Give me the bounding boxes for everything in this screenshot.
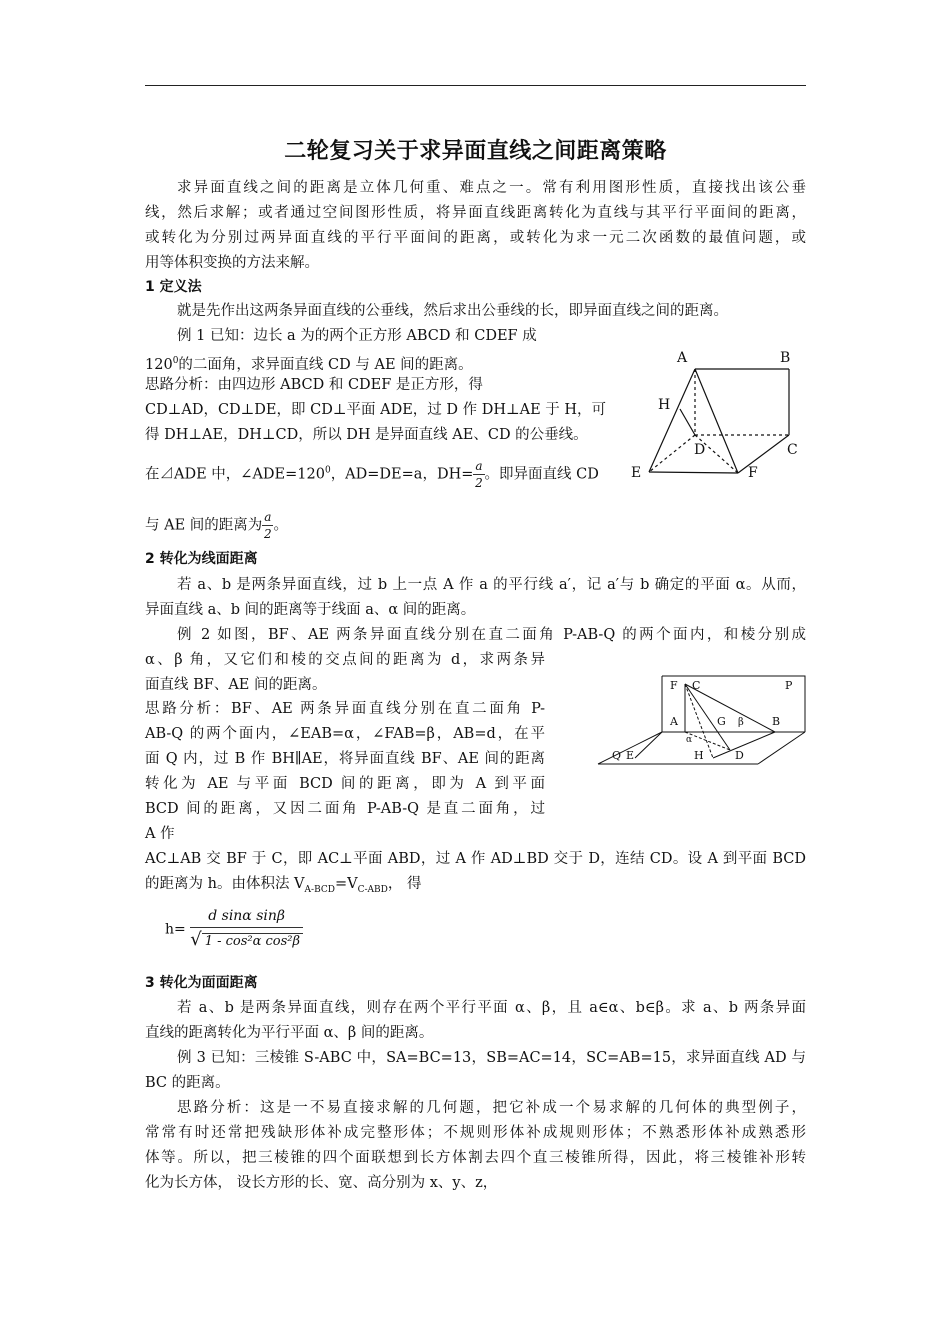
fig2-label-beta: β [738, 717, 744, 728]
fig1-label-H: H [658, 397, 671, 413]
fig2-label-D: D [735, 749, 744, 762]
s2-analysis-5: BCD 间的距离，又因二面角 P-AB-Q 是直二面角，过 [145, 801, 545, 817]
distance-formula: h= $\frac{\text{d sinα sinβ}}{\text{√ 1 - cos²α cos²β}}$ [165, 905, 303, 954]
s3-analysis-1: 思路分析：这是一不易直接求解的几何题，把它补成一个易求解的几何体的典型例子， [177, 1100, 806, 1116]
fig1-label-E: E [631, 465, 642, 481]
s3-analysis-2: 常常有时还常把残缺形体补成完整形体；不规则形体补成规则形体；不熟悉形体补成熟悉形 [145, 1125, 806, 1141]
s1-analysis-3: 得 DH⊥AE，DH⊥CD，所以 DH 是异面直线 AE、CD 的公垂线。 [145, 427, 588, 443]
s2-paragraph-2: 异面直线 a、b 间的距离等于线面 a、α 间的距离。 [145, 602, 476, 618]
intro-line-2: 线，然后求解；或者通过空间图形性质，将异面直线距离转化为直线与其平行平面间的距离， [145, 205, 806, 221]
section-2-heading: 2 转化为线面距离 [145, 551, 258, 567]
fig2-label-P: P [785, 679, 793, 692]
fig2-label-A: A [670, 715, 678, 728]
section-3-heading: 3 转化为面面距离 [145, 975, 258, 991]
example-2-line-2: α、β 角，又它们和棱的交点间的距离为 d，求两条异 [145, 652, 545, 668]
fig2-label-E: E [626, 749, 635, 762]
fig2-label-B: B [772, 715, 781, 728]
s1-analysis-5: 与 AE 间的距离为 $\frac{a}{2}$ 。 [145, 510, 288, 541]
s2-analysis-1: 思路分析：BF、AE 两条异面直线分别在直二面角 P- [145, 701, 545, 717]
example-1-line-1: 例 1 已知：边长 a 为的两个正方形 ABCD 和 CDEF 成 [177, 328, 537, 344]
example-2-line-3: 面直线 BF、AE 间的距离。 [145, 677, 327, 693]
fig2-label-Q: Q [612, 749, 622, 762]
s3-paragraph-2: 直线的距离转化为平行平面 α、β 间的距离。 [145, 1025, 434, 1041]
s2-analysis-8: 的距离为 h。由体积法 $V_{A-BCD}=V_{C-ABD}$， 得 [145, 876, 422, 895]
s2-analysis-2: AB-Q 的两个面内，∠EAB=α，∠FAB=β，AB=d，在平 [145, 726, 545, 742]
fig2-label-H: H [694, 749, 704, 762]
s3-analysis-4: 化为长方体， 设长方形的长、宽、高分别为 x、y、z， [145, 1175, 498, 1191]
fig1-label-F: F [748, 465, 758, 481]
fig2-label-G: G [717, 715, 726, 728]
fig1-label-A: A [677, 350, 688, 366]
s1-paragraph: 就是先作出这两条异面直线的公垂线，然后求出公垂线的长，即异面直线之间的距离。 [177, 303, 728, 319]
s2-analysis-4: 转化为 AE 与平面 BCD 间的距离，即为 A 到平面 [145, 776, 545, 792]
s3-analysis-3: 体等。所以，把三棱锥的四个面联想到长方体割去四个直三棱锥所得，因此，将三棱锥补形转 [145, 1150, 806, 1166]
intro-line-1: 求异面直线之间的距离是立体几何重、难点之一。常有利用图形性质，直接找出该公垂 [177, 180, 806, 196]
fig2-label-F: F [670, 679, 678, 692]
fig1-label-C: C [787, 442, 798, 458]
example-2-line-1: 例 2 如图，BF、AE 两条异面直线分别在直二面角 P-AB-Q 的两个面内，和棱分别成 [177, 627, 806, 643]
formula-numerator: d sinα sinβ [190, 905, 303, 928]
s2-paragraph-1: 若 a、b 是两条异面直线，过 b 上一点 A 作 a 的平行线 a′，记 a′与 b 确定的平面 α。从而， [177, 577, 806, 593]
s1-analysis-2: CD⊥AD，CD⊥DE，即 CD⊥平面 ADE，过 D 作 DH⊥AE 于 H，可 [145, 402, 607, 418]
fig1-label-D: D [694, 442, 706, 458]
s1-analysis-4: 在⊿ADE 中，$\angle ADE=120^0$，AD=DE=a，DH= $\frac{a}{2}$ 。即异面直线 CD [145, 459, 599, 490]
s1-analysis-1: 思路分析：由四边形 ABCD 和 CDEF 是正方形，得 [145, 377, 483, 393]
intro-line-3: 或转化为分别过两异面直线的平行平面间的距离，或转化为求一元二次函数的最值问题，或 [145, 230, 806, 246]
intro-line-4: 用等体积变换的方法来解。 [145, 255, 319, 271]
s2-analysis-6: A 作 [145, 826, 175, 842]
fig2-label-alpha: α [686, 735, 693, 745]
header-rule [145, 85, 806, 86]
s2-analysis-7: AC⊥AB 交 BF 于 C，即 AC⊥平面 ABD，过 A 作 AD⊥BD 交于 D，连结 CD。设 A 到平面 BCD [145, 851, 806, 867]
example-3-line-2: BC 的距离。 [145, 1075, 230, 1091]
s3-paragraph-1: 若 a、b 是两条异面直线，则存在两个平行平面 α、β，且 a∈α、b∈β。求 a、b 两条异面 [177, 1000, 806, 1016]
formula-denominator: 1 - cos²α cos²β [202, 933, 303, 949]
s2-analysis-3: 面 Q 内，过 B 作 BH∥AE，将异面直线 BF、AE 间的距离 [145, 751, 545, 767]
fraction-a-over-2-result: $\frac{a}{2}$ [264, 510, 272, 541]
figure-2-dihedral-angle [590, 670, 815, 770]
fraction-a-over-2: $\frac{a}{2}$ [475, 459, 483, 490]
example-1-line-2: $120^0$的二面角，求异面直线 CD 与 AE 间的距离。 [145, 356, 473, 373]
section-1-heading: 1 定义法 [145, 279, 202, 295]
figure-1-dihedral-squares [625, 343, 815, 483]
example-3-line-1: 例 3 已知：三棱锥 S-ABC 中，SA=BC=13，SB=AC=14，SC=AB=15，求异面直线 AD 与 [177, 1050, 806, 1066]
fig1-label-B: B [780, 350, 791, 366]
page-title: 二轮复习关于求异面直线之间距离策略 [284, 139, 667, 164]
fig2-label-C: C [692, 679, 701, 692]
